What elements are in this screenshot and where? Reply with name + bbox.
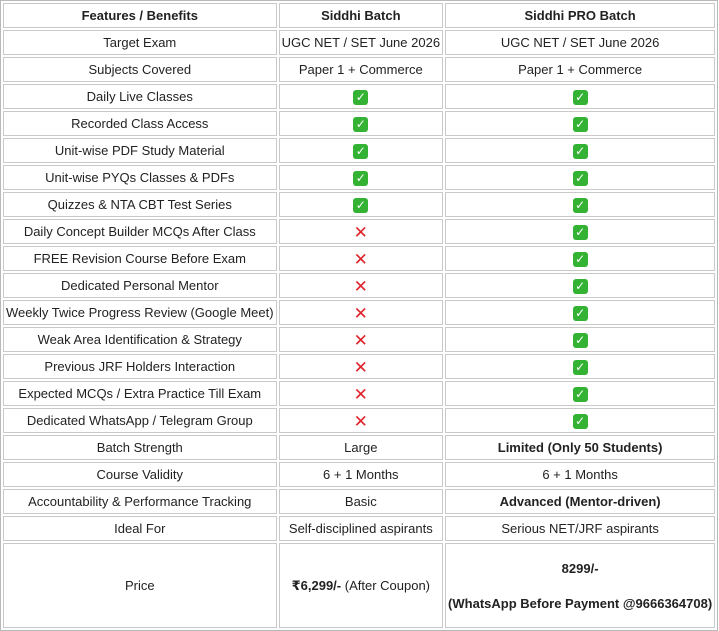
check-mark-icon: ✓ [573, 279, 588, 294]
table-row [3, 57, 715, 82]
price-label: Price [3, 543, 277, 628]
siddhi-pro-batch-cell [445, 165, 715, 190]
check-mark-icon: ✓ [573, 171, 588, 186]
feature-label: Previous JRF Holders Interaction [3, 354, 277, 379]
cross-mark-icon: ✕ [353, 276, 368, 296]
check-mark-icon: ✓ [573, 252, 588, 267]
siddhi-pro-batch-value: UGC NET / SET June 2026 [445, 30, 715, 55]
cross-mark-icon: ✕ [353, 303, 368, 323]
cross-mark-icon: ✕ [353, 384, 368, 404]
table-row [3, 111, 715, 136]
siddhi-pro-batch-cell [445, 111, 715, 136]
siddhi-pro-batch-cell [445, 300, 715, 325]
feature-label: FREE Revision Course Before Exam [3, 246, 277, 271]
check-mark-icon: ✓ [573, 117, 588, 132]
siddhi-batch-value: Basic [279, 489, 443, 514]
feature-label: Ideal For [3, 516, 277, 541]
feature-label: Target Exam [3, 30, 277, 55]
table-row [3, 165, 715, 190]
check-mark-icon: ✓ [353, 90, 368, 105]
feature-label: Expected MCQs / Extra Practice Till Exam [3, 381, 277, 406]
table-row [3, 246, 715, 271]
price-siddhi-pro-batch [445, 543, 715, 628]
siddhi-pro-batch-cell [445, 381, 715, 406]
siddhi-pro-batch-cell [445, 219, 715, 244]
table-row [3, 192, 715, 217]
feature-label: Accountability & Performance Tracking [3, 489, 277, 514]
check-mark-icon: ✓ [353, 144, 368, 159]
siddhi-batch-cell [279, 273, 443, 298]
check-mark-icon: ✓ [353, 117, 368, 132]
price-siddhi-batch [279, 543, 443, 628]
table-row [3, 489, 715, 514]
cross-mark-icon: ✕ [353, 222, 368, 242]
header-features: Features / Benefits [3, 3, 277, 28]
price-basic-note: (After Coupon) [341, 577, 430, 593]
table-header-row [3, 3, 715, 28]
siddhi-pro-batch-value: Paper 1 + Commerce [445, 57, 715, 82]
siddhi-batch-cell [279, 192, 443, 217]
table-row [3, 219, 715, 244]
feature-label: Dedicated Personal Mentor [3, 273, 277, 298]
feature-label: Subjects Covered [3, 57, 277, 82]
siddhi-pro-batch-value: Serious NET/JRF aspirants [445, 516, 715, 541]
feature-label: Recorded Class Access [3, 111, 277, 136]
feature-label: Daily Concept Builder MCQs After Class [3, 219, 277, 244]
siddhi-batch-cell [279, 381, 443, 406]
siddhi-pro-batch-cell [445, 354, 715, 379]
table-row [3, 327, 715, 352]
feature-label: Unit-wise PDF Study Material [3, 138, 277, 163]
check-mark-icon: ✓ [573, 144, 588, 159]
siddhi-batch-cell [279, 84, 443, 109]
siddhi-batch-value: Paper 1 + Commerce [279, 57, 443, 82]
price-basic-amount: ₹6,299/- [291, 577, 342, 593]
table-row [3, 30, 715, 55]
siddhi-batch-cell [279, 138, 443, 163]
table-row [3, 138, 715, 163]
table-row [3, 84, 715, 109]
siddhi-batch-cell [279, 408, 443, 433]
siddhi-batch-value: Large [279, 435, 443, 460]
siddhi-pro-batch-cell [445, 84, 715, 109]
table-row [3, 381, 715, 406]
siddhi-pro-batch-value: 6 + 1 Months [445, 462, 715, 487]
cross-mark-icon: ✕ [353, 330, 368, 350]
feature-label: Daily Live Classes [3, 84, 277, 109]
siddhi-batch-cell [279, 246, 443, 271]
price-pro-amount: 8299/- [561, 560, 599, 576]
siddhi-batch-cell [279, 111, 443, 136]
table-row [3, 516, 715, 541]
table-row [3, 354, 715, 379]
header-siddhi-pro-batch: Siddhi PRO Batch [445, 3, 715, 28]
feature-label: Dedicated WhatsApp / Telegram Group [3, 408, 277, 433]
siddhi-batch-cell [279, 354, 443, 379]
check-mark-icon: ✓ [573, 360, 588, 375]
check-mark-icon: ✓ [573, 333, 588, 348]
price-row [3, 543, 715, 628]
siddhi-pro-batch-value: Limited (Only 50 Students) [445, 435, 715, 460]
siddhi-batch-cell [279, 327, 443, 352]
check-mark-icon: ✓ [573, 198, 588, 213]
feature-label: Course Validity [3, 462, 277, 487]
check-mark-icon: ✓ [353, 198, 368, 213]
cross-mark-icon: ✕ [353, 357, 368, 377]
table-row [3, 300, 715, 325]
siddhi-pro-batch-cell [445, 246, 715, 271]
price-pro-note: (WhatsApp Before Payment @9666364708) [448, 595, 713, 611]
check-mark-icon: ✓ [573, 225, 588, 240]
siddhi-batch-cell [279, 165, 443, 190]
table-row [3, 462, 715, 487]
cross-mark-icon: ✕ [353, 249, 368, 269]
siddhi-pro-batch-value: Advanced (Mentor-driven) [445, 489, 715, 514]
cross-mark-icon: ✕ [353, 411, 368, 431]
header-siddhi-batch: Siddhi Batch [279, 3, 443, 28]
check-mark-icon: ✓ [573, 306, 588, 321]
feature-label: Quizzes & NTA CBT Test Series [3, 192, 277, 217]
siddhi-pro-batch-cell [445, 192, 715, 217]
feature-label: Batch Strength [3, 435, 277, 460]
feature-label: Weak Area Identification & Strategy [3, 327, 277, 352]
siddhi-pro-batch-cell [445, 273, 715, 298]
table-row [3, 435, 715, 460]
table-row [3, 273, 715, 298]
check-mark-icon: ✓ [573, 90, 588, 105]
siddhi-batch-value: UGC NET / SET June 2026 [279, 30, 443, 55]
siddhi-batch-cell [279, 300, 443, 325]
siddhi-pro-batch-cell [445, 408, 715, 433]
check-mark-icon: ✓ [573, 414, 588, 429]
check-mark-icon: ✓ [573, 387, 588, 402]
table-row [3, 408, 715, 433]
siddhi-pro-batch-cell [445, 327, 715, 352]
siddhi-pro-batch-cell [445, 138, 715, 163]
siddhi-batch-value: 6 + 1 Months [279, 462, 443, 487]
feature-label: Weekly Twice Progress Review (Google Meet) [3, 300, 277, 325]
feature-label: Unit-wise PYQs Classes & PDFs [3, 165, 277, 190]
siddhi-batch-value: Self-disciplined aspirants [279, 516, 443, 541]
siddhi-batch-cell [279, 219, 443, 244]
check-mark-icon: ✓ [353, 171, 368, 186]
